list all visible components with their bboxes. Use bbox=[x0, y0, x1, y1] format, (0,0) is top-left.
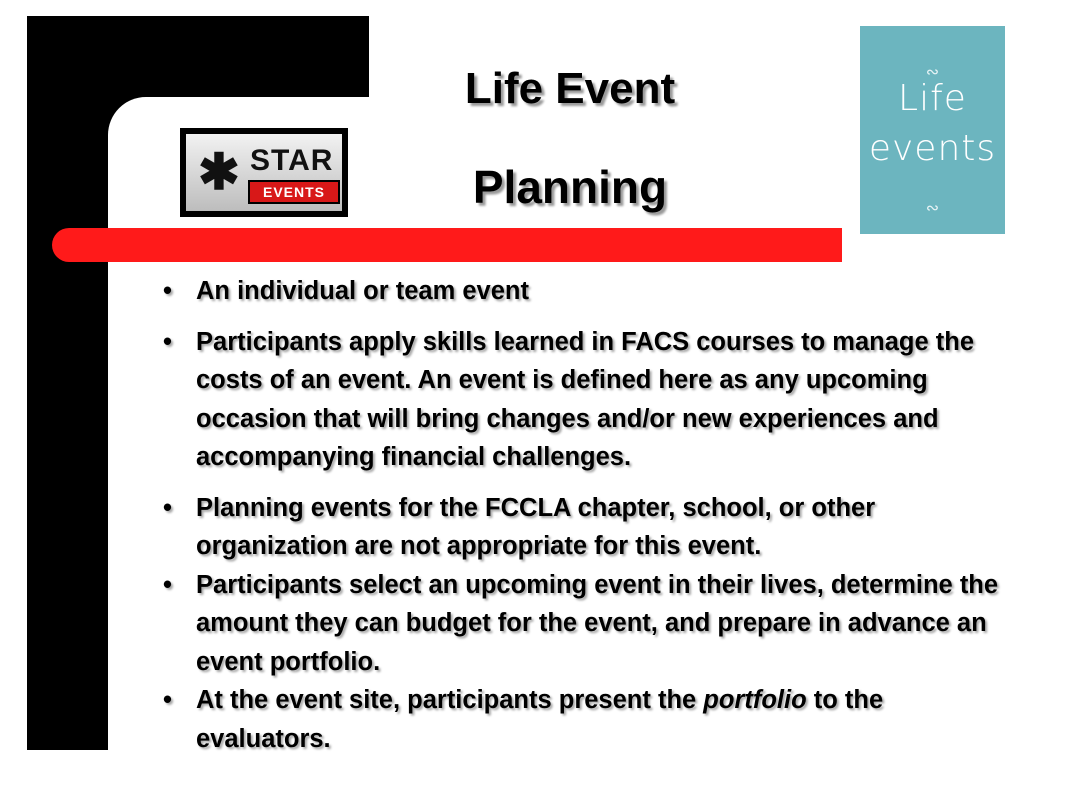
logo-star-text: STAR bbox=[250, 144, 334, 177]
people-star-icon: ✱ bbox=[198, 144, 240, 200]
bullet-emphasis: portfolio bbox=[703, 686, 807, 714]
red-accent-bar bbox=[52, 228, 842, 262]
card-word-2: events bbox=[868, 128, 997, 169]
bullet-text: Planning events for the FCCLA chapter, school, or other organization are not appropriate for this event. bbox=[196, 493, 876, 560]
flourish-icon: ∾ bbox=[925, 64, 940, 81]
bullet-text: Participants apply skills learned in FACS courses to manage the costs of an event. An event is defined here as any upcoming occasion that will bring changes and/or new experiences and accompanying financial challenges. bbox=[196, 327, 974, 471]
slide-title-line-1: Life Event bbox=[464, 64, 676, 113]
bullet-item bbox=[160, 323, 1000, 477]
logo-events-text: EVENTS bbox=[262, 184, 325, 200]
bullet-emphasis: portfolio. bbox=[269, 647, 381, 676]
logo-panel bbox=[186, 134, 342, 211]
card-word-1: Life bbox=[898, 78, 967, 119]
bullet-text: At the event site, participants present the bbox=[196, 686, 704, 714]
slide-title-line-2: Planning bbox=[472, 161, 668, 213]
life-events-card bbox=[860, 26, 1005, 234]
bullet-list bbox=[160, 272, 1000, 758]
bullet-text: Participants select an upcoming event in their lives, determine the amount they can budget for the event, and prepare in advance an event bbox=[196, 570, 999, 676]
bullet-item bbox=[160, 681, 1000, 758]
bullet-text: to the evaluators. bbox=[196, 686, 884, 753]
bullet-item bbox=[160, 272, 1000, 311]
logo-events-badge bbox=[248, 180, 340, 204]
bullet-item bbox=[160, 489, 1000, 566]
bullet-item bbox=[160, 566, 1000, 682]
flourish-icon: ∾ bbox=[925, 200, 940, 217]
star-events-logo bbox=[180, 128, 348, 217]
bullet-text: An individual or team event bbox=[196, 277, 529, 305]
